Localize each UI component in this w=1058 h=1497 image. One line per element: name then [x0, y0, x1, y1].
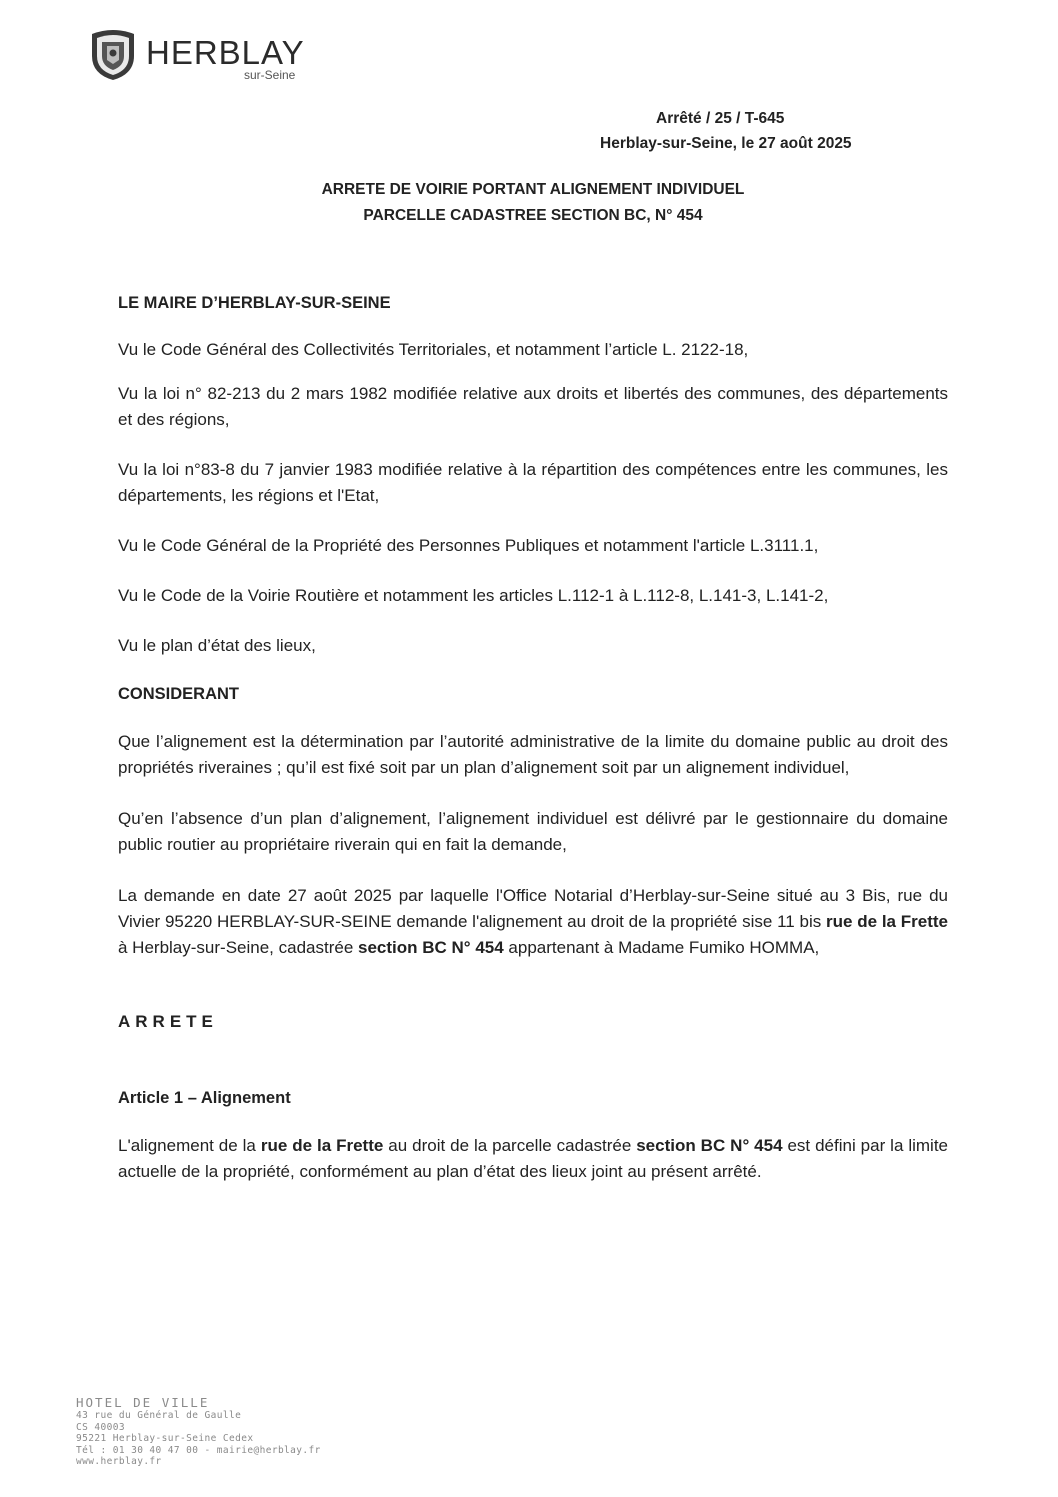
demande-text: La demande en date 27 août 2025 par laquelle l'Office Notarial d’Herblay-sur-Seine situé au 3 Bis, rue du Vivier 95220 HERBLAY-SUR-SEINE demande l'alignement au droit de la propriété sise 11 bis: [118, 886, 948, 931]
article-1-heading: Article 1 – Alignement: [118, 1089, 291, 1107]
footer-line: www.herblay.fr: [76, 1456, 162, 1467]
article-text: est défini par la limite actuelle de la propriété, conformément au plan d’état des lieux joint au présent arrêté.: [118, 1136, 949, 1181]
reference-block: [600, 106, 936, 156]
parcel-reference: section BC N° 454: [358, 938, 504, 957]
place-and-date: Herblay-sur-Seine, le 27 août 2025: [600, 135, 852, 152]
logo-subtitle: sur-Seine: [244, 68, 296, 82]
vu-paragraph: Vu le Code Général de la Propriété des Personnes Publiques et notamment l'article L.3111.1,: [118, 536, 819, 555]
street-name: rue de la Frette: [260, 1136, 384, 1155]
logo-name: HERBLAY: [146, 34, 305, 71]
considerant-paragraph: Qu’en l’absence d’un plan d’alignement, l’alignement individuel est délivré par le gestionnaire du domaine public routier au propriétaire riverain qui en fait la demande,: [118, 809, 948, 854]
arrete-heading: ARRETE: [118, 1012, 218, 1031]
document-title: [118, 177, 948, 229]
demande-text: à Herblay-sur-Seine, cadastrée: [118, 938, 359, 957]
article-1-paragraph: [118, 1133, 948, 1185]
footer-line: CS 40003: [76, 1421, 125, 1433]
demande-text: appartenant à Madame Fumiko HOMMA,: [503, 938, 820, 957]
title-line-2: PARCELLE CADASTREE SECTION BC, N° 454: [363, 207, 703, 224]
document-body: [118, 290, 948, 1185]
vu-paragraph: Vu le Code de la Voirie Routière et notamment les articles L.112-1 à L.112-8, L.141-3, L.141-2,: [118, 586, 829, 605]
demande-paragraph: [118, 883, 948, 961]
footer-line: 43 rue du Général de Gaulle: [76, 1410, 242, 1421]
city-logo: [86, 24, 316, 86]
footer-title: HOTEL DE VILLE: [76, 1395, 210, 1410]
parcel-reference: section BC N° 454: [636, 1136, 783, 1155]
title-line-1: ARRETE DE VOIRIE PORTANT ALIGNEMENT INDIVIDUEL: [321, 181, 745, 198]
vu-paragraph: Vu la loi n° 82-213 du 2 mars 1982 modifiée relative aux droits et libertés des communes, des départements et des régions,: [118, 384, 948, 429]
city-crest-icon: [86, 26, 140, 82]
decree-reference: Arrêté / 25 / T-645: [656, 110, 785, 127]
street-name: rue de la Frette: [826, 912, 948, 931]
vu-paragraph: Vu le Code Général des Collectivités Territoriales, et notamment l’article L. 2122-18,: [118, 340, 749, 359]
footer-line: Tél : 01 30 40 47 00 - mairie@herblay.fr: [76, 1444, 321, 1456]
article-text: L'alignement de la: [118, 1136, 261, 1155]
considerant-heading: CONSIDERANT: [118, 685, 240, 703]
vu-paragraph: Vu la loi n°83-8 du 7 janvier 1983 modifiée relative à la répartition des compétences entre les communes, les départements, les régions et l'Etat,: [118, 460, 948, 505]
authority-heading: LE MAIRE D’HERBLAY-SUR-SEINE: [118, 294, 391, 312]
vu-paragraph: Vu le plan d’état des lieux,: [118, 636, 316, 655]
article-text: au droit de la parcelle cadastrée: [383, 1136, 637, 1155]
footer-address: [76, 1396, 416, 1468]
footer-line: 95221 Herblay-sur-Seine Cedex: [76, 1433, 254, 1444]
considerant-paragraph: Que l’alignement est la détermination par l’autorité administrative de la limite du domaine public au droit des propriétés riveraines ; qu’il est fixé soit par un plan d’alignement soit par un alignement individuel,: [118, 732, 948, 777]
